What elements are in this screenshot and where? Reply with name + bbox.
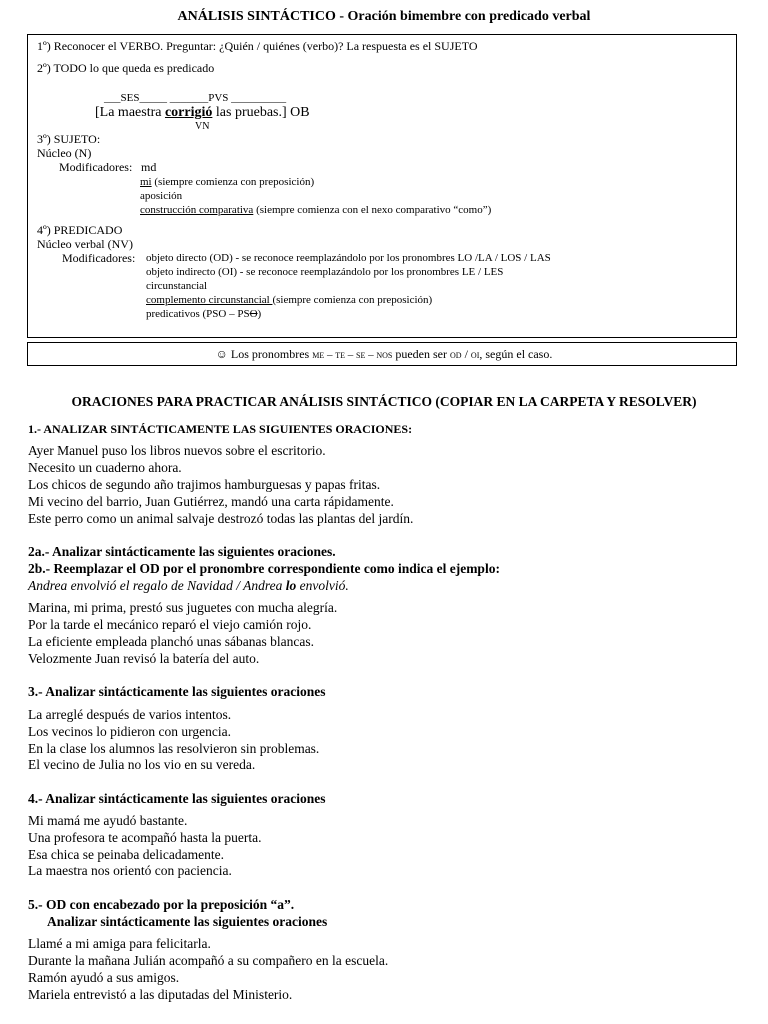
section-4-sentence: Mi mamá me ayudó bastante. bbox=[28, 813, 188, 828]
note-post: , según el caso. bbox=[479, 347, 553, 361]
section-3-sentence: Los vecinos lo pidieron con urgencia. bbox=[28, 724, 231, 739]
section-1-heading: 1.- ANALIZAR SINTÁCTICAMENTE LAS SIGUIENTES ORACIONES: bbox=[28, 422, 413, 436]
section-1-sentence: Este perro como un animal salvaje destrozó todas las plantas del jardín. bbox=[28, 511, 414, 526]
comp-circ-note: (siempre comienza con preposición) bbox=[272, 294, 433, 306]
pred-pre: predicativos (PSO – PS bbox=[146, 308, 250, 320]
section-5-sentence: Durante la mañana Julián acompañó a su compañero en la escuela. bbox=[28, 953, 389, 968]
note-oi: oi bbox=[470, 349, 480, 361]
section-4-sentence: Esa chica se peinaba delicadamente. bbox=[28, 847, 225, 862]
section-1-sentence: Mi vecino del barrio, Juan Gutiérrez, mandó una carta rápidamente. bbox=[28, 494, 394, 509]
section-5-heading-b: Analizar sintácticamente las siguientes oraciones bbox=[47, 914, 328, 929]
pronoun-note bbox=[0, 347, 768, 362]
section-3-sentence: La arreglé después de varios intentos. bbox=[28, 707, 232, 722]
section-5-sentence: Llamé a mi amiga para felicitarla. bbox=[28, 936, 211, 951]
section-2-sentence: La eficiente empleada planchó unas sábanas blancas. bbox=[28, 634, 314, 649]
mod-md: md bbox=[141, 160, 157, 174]
section-5-sentence: Mariela entrevistó a las diputadas del Ministerio. bbox=[28, 987, 293, 1002]
example-2-pre: Andrea envolvió el regalo de Navidad / Andrea bbox=[28, 578, 286, 593]
mod-comp-note: (siempre comienza con el nexo comparativo “como”) bbox=[253, 204, 492, 216]
example-2-post: envolvió. bbox=[296, 578, 349, 593]
mod-comp-label: construcción comparativa bbox=[140, 204, 254, 216]
mod-comparativa bbox=[140, 204, 491, 216]
section-2-sentence: Velozmente Juan revisó la batería del auto. bbox=[28, 651, 260, 666]
subject-mod-label: Modificadores: bbox=[59, 160, 133, 174]
practice-title: ORACIONES PARA PRACTICAR ANÁLISIS SINTÁCTICO (COPIAR EN LA CARPETA Y RESOLVER) bbox=[71, 394, 697, 409]
section-4-sentence: La maestra nos orientó con paciencia. bbox=[28, 863, 232, 878]
section-1-sentence: Necesito un cuaderno ahora. bbox=[28, 460, 182, 475]
mod-complemento-circ bbox=[146, 294, 432, 306]
section-5-sentence: Ramón ayudó a sus amigos. bbox=[28, 970, 180, 985]
section-2-sentence: Marina, mi prima, prestó sus juguetes con mucha alegría. bbox=[28, 600, 338, 615]
mod-circunstancial: circunstancial bbox=[146, 280, 208, 292]
section-2-example bbox=[28, 578, 349, 594]
mod-aposicion: aposición bbox=[140, 190, 183, 202]
section-3-sentence: El vecino de Julia no los vio en su vereda. bbox=[28, 757, 256, 772]
example-2-bold: lo bbox=[285, 578, 297, 593]
smiley-icon: ☺ bbox=[215, 347, 228, 361]
pred-post: ) bbox=[257, 308, 262, 320]
mod-mi-note: (siempre comienza con preposición) bbox=[151, 176, 315, 188]
example-sentence bbox=[95, 105, 310, 121]
comp-circ-label: complemento circunstancial bbox=[146, 294, 273, 306]
step-1-text: 1º) Reconocer el VERBO. Preguntar: ¿Quién / quiénes (verbo)? La respuesta es el SUJETO bbox=[37, 39, 478, 53]
diagram-labels: ___SES_____ _______PVS __________ bbox=[104, 92, 287, 104]
note-slash: / bbox=[461, 347, 471, 361]
note-mid: pueden ser bbox=[392, 347, 451, 361]
section-5-heading-a: 5.- OD con encabezado por la preposición “a”. bbox=[28, 897, 295, 912]
section-4-heading: 4.- Analizar sintácticamente las siguientes oraciones bbox=[28, 791, 326, 806]
predicate-mod-label: Modificadores: bbox=[62, 251, 136, 265]
mod-mi bbox=[140, 176, 314, 188]
mod-oi: objeto indirecto (OI) - se reconoce reemplazándolo por los pronombres LE / LES bbox=[146, 266, 504, 278]
section-4-sentence: Una profesora te acompañó hasta la puerta. bbox=[28, 830, 262, 845]
page-title: ANÁLISIS SINTÁCTICO - Oración bimembre con predicado verbal bbox=[177, 9, 591, 24]
example-pre: [La maestra bbox=[95, 105, 165, 120]
step-2-text: 2º) TODO lo que queda es predicado bbox=[37, 61, 215, 75]
example-verb: corrigió bbox=[164, 105, 213, 120]
section-2a-heading: 2a.- Analizar sintácticamente las siguientes oraciones. bbox=[28, 544, 336, 559]
verbal-nucleus: Núcleo verbal (NV) bbox=[37, 237, 133, 251]
vn-label: VN bbox=[195, 121, 210, 132]
section-1-sentence: Los chicos de segundo año trajimos hamburguesas y papas fritas. bbox=[28, 477, 381, 492]
note-od: od bbox=[450, 349, 462, 361]
section-2-sentence: Por la tarde el mecánico reparó el viejo camión rojo. bbox=[28, 617, 312, 632]
section-3-heading: 3.- Analizar sintácticamente las siguientes oraciones bbox=[28, 684, 326, 699]
step-4-text: 4º) PREDICADO bbox=[37, 223, 123, 237]
note-pre: Los pronombres bbox=[227, 347, 313, 361]
subject-nucleus: Núcleo (N) bbox=[37, 146, 92, 160]
theory-box bbox=[27, 34, 737, 338]
section-1-sentence: Ayer Manuel puso los libros nuevos sobre el escritorio. bbox=[28, 443, 326, 458]
example-post: las pruebas.] OB bbox=[212, 105, 310, 120]
step-3-text: 3º) SUJETO: bbox=[37, 132, 101, 146]
section-2b-heading: 2b.- Reemplazar el OD por el pronombre correspondiente como indica el ejemplo: bbox=[28, 561, 500, 576]
mod-predicativos bbox=[146, 308, 261, 320]
pred-strike: O bbox=[249, 308, 258, 320]
mod-od: objeto directo (OD) - se reconoce reemplazándolo por los pronombres LO /LA / LOS / LAS bbox=[146, 252, 551, 264]
section-3-sentence: En la clase los alumnos las resolvieron sin problemas. bbox=[28, 741, 320, 756]
note-pronouns: me – te – se – nos bbox=[312, 349, 393, 361]
mod-mi-label: mi bbox=[140, 176, 152, 188]
